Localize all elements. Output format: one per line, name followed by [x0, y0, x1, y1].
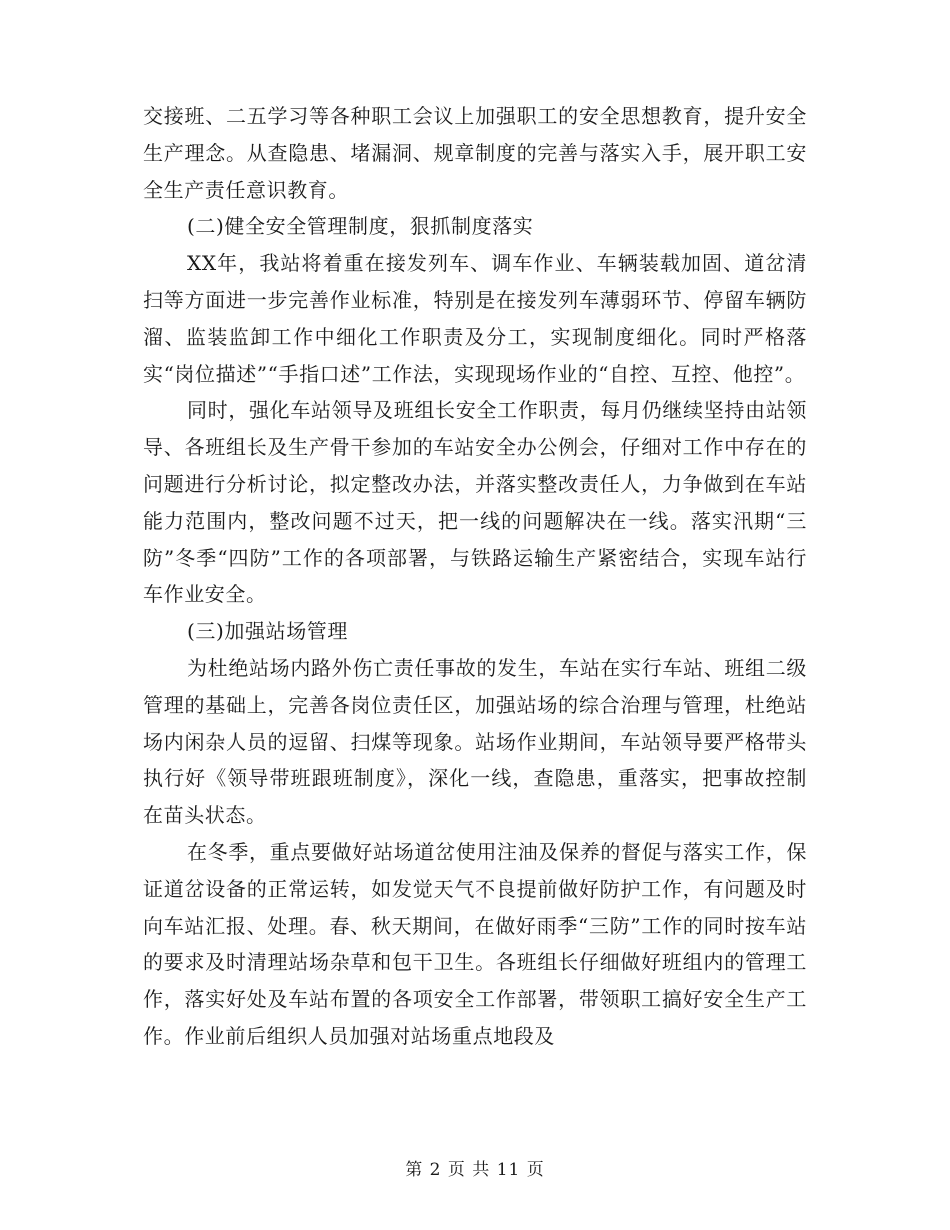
document-body: [143, 98, 807, 1055]
paragraph: 同时，强化车站领导及班组长安全工作职责，每月仍继续坚持由站领导、各班组长及生产骨干参加的车站安全办公例会，仔细对工作中存在的问题进行分析讨论，拟定整改办法，并落实整改责任人，力争做到在车站能力范围内，整改问题不过天，把一线的问题解决在一线。落实汛期“三防”冬季“四防”工作的各项部署，与铁路运输生产紧密结合，实现车站行车作业安全。: [143, 398, 807, 607]
section-heading-2: (二)健全安全管理制度，狠抓制度落实: [187, 214, 534, 239]
paragraph-continued: 交接班、二五学习等各种职工会议上加强职工的安全思想教育，提升安全生产理念。从查隐患、堵漏洞、规章制度的完善与落实入手，展开职工安全生产责任意识教育。: [143, 104, 807, 202]
section-heading-3: (三)加强站场管理: [187, 619, 349, 644]
paragraph: 在冬季，重点要做好站场道岔使用注油及保养的督促与落实工作，保证道岔设备的正常运转，如发觉天气不良提前做好防护工作，有问题及时向车站汇报、处理。春、秋天期间，在做好雨季“三防”工作的同时按车站的要求及时清理站场杂草和包干卫生。各班组长仔细做好班组内的管理工作，落实好处及车站布置的各项安全工作部署，带领职工搞好安全生产工作。作业前后组织人员加强对站场重点地段及: [143, 839, 807, 1048]
paragraph: XX年，我站将着重在接发列车、调车作业、车辆装载加固、道岔清扫等方面进一步完善作业标准，特别是在接发列车薄弱环节、停留车辆防溜、监装监卸工作中细化工作职责及分工，实现制度细化。同时严格落实“岗位描述”“手指口述”工作法，实现现场作业的“自控、互控、他控”。: [143, 251, 807, 386]
paragraph: 为杜绝站场内路外伤亡责任事故的发生，车站在实行车站、班组二级管理的基础上，完善各岗位责任区，加强站场的综合治理与管理，杜绝站场内闲杂人员的逗留、扫煤等现象。站场作业期间，车站领导要严格带头执行好《领导带班跟班制度》，深化一线，查隐患，重落实，把事故控制在苗头状态。: [143, 655, 807, 828]
page-footer: 第 2 页 共 11 页: [405, 1160, 545, 1180]
